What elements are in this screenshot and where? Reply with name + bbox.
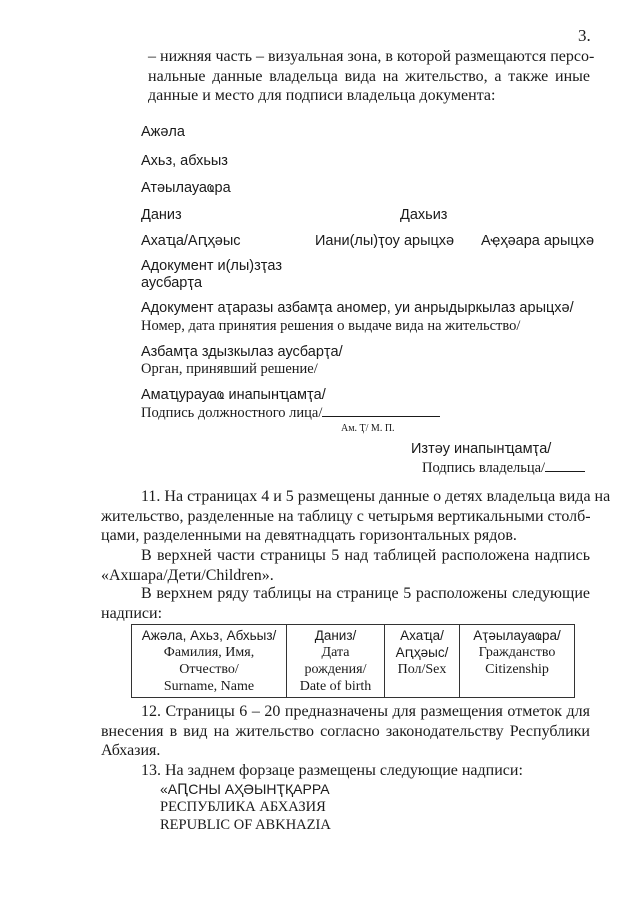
holder-signature-label-abk: Изтәу инапынҵамҭа/ — [411, 441, 552, 457]
text-line: 11. На страницах 4 и 5 размещены данные о детях владельца вида на — [141, 488, 611, 505]
section-11-table-intro — [101, 584, 590, 623]
text-line: «Ахшара/Дети/Children». — [101, 566, 274, 584]
text-line: данные и место для подписи владельца документа: — [148, 87, 496, 104]
organ-label-abk: Азбамҭа здызкылаз аусбарҭа/ — [141, 344, 343, 360]
field-expiry-date-label: Аҿҳәара арыцхә — [481, 233, 595, 249]
field-name-label: Ахьз, абхьыз — [141, 153, 228, 169]
children-table-header — [131, 624, 575, 698]
holder-signature-label-ru — [422, 459, 585, 477]
field-sex-label: Ахаҵа/Аԥҳәыс — [141, 233, 241, 249]
organ-label-ru: Орган, принявший решение/ — [141, 361, 318, 377]
text-line: Абхазия. — [101, 742, 161, 759]
text-line: 12. Страницы 6 – 20 предназначены для размещения отметок для — [141, 703, 590, 720]
text-line: В верхней части страницы 5 над таблицей расположена надпись — [141, 547, 590, 564]
section-13-intro: 13. На заднем форзаце размещены следующие надписи: — [141, 762, 523, 779]
text-line: нальные данные владельца вида на жительство, а также иные — [148, 67, 590, 85]
field-citizenship-label: Атәылауаҩра — [141, 180, 231, 196]
official-signature-text: Подпись должностного лица/ — [141, 405, 323, 421]
back-cover-line-abk: «АԤСНЫ АҲӘЫНҬҚАРРА — [160, 781, 330, 797]
section-11-paragraph — [101, 487, 611, 546]
decision-label-ru: Номер, дата принятия решения о выдаче вида на жительство/ — [141, 318, 521, 334]
field-surname-label: Ажәла — [141, 124, 185, 140]
table-cell-sex: Ахаҵа/ Аԥҳәыс/ Пол/Sex — [385, 625, 460, 698]
back-cover-line-ru: РЕСПУБЛИКА АБХАЗИЯ — [160, 799, 326, 815]
field-authority-label-line2: аусбарҭа — [141, 275, 203, 291]
table-cell-dob: Даниз/ Дата рождения/ Date of birth — [287, 625, 385, 698]
table-cell-citizenship: Аҭәылауаҩра/ Гражданство Citizenship — [460, 625, 575, 698]
field-issue-date-label: Иани(лы)ҭоу арыцхә — [315, 233, 455, 249]
section-12-paragraph — [101, 702, 590, 761]
text-line: цами, разделенными на девятнадцать горизонтальных рядов. — [101, 527, 517, 544]
holder-signature-line — [545, 459, 585, 472]
field-authority-label-line1: Адокумент и(лы)зҭаз — [141, 258, 282, 274]
official-signature-label-abk: Амаҵурауаҩ инапынҵамҭа/ — [141, 387, 326, 403]
text-line: внесения в вид на жительство согласно законодательству Республики — [101, 722, 590, 740]
stamp-label: Ам. Ҭ/ М. П. — [341, 423, 395, 434]
table-cell-name: Ажәла, Ахьз, Абхьыз/ Фамилия, Имя, Отчество/ Surname, Name — [132, 625, 287, 698]
back-cover-line-en: REPUBLIC OF ABKHAZIA — [160, 817, 331, 833]
text-line: В верхнем ряду таблицы на странице 5 расположены следующие — [141, 585, 590, 602]
text-line: надписи: — [101, 604, 163, 622]
official-signature-line — [322, 404, 440, 417]
table-row — [132, 625, 575, 698]
page-number: 3. — [578, 26, 591, 45]
field-dob-label: Даниз — [141, 207, 182, 223]
decision-label-abk: Адокумент аҭаразы азбамҭа аномер, уи анрыдыркылаз арыцхә/ — [141, 300, 574, 316]
section-11-children-paragraph — [101, 546, 590, 585]
official-signature-label-ru — [141, 404, 440, 422]
field-place-label: Дахьиз — [400, 207, 448, 223]
holder-signature-text: Подпись владельца/ — [422, 460, 546, 476]
text-line: жительство, разделенные на таблицу с четырьмя вертикальными столб- — [101, 507, 591, 525]
intro-paragraph — [148, 47, 595, 106]
text-line: – нижняя часть – визуальная зона, в которой размещаются персо- — [148, 48, 595, 65]
